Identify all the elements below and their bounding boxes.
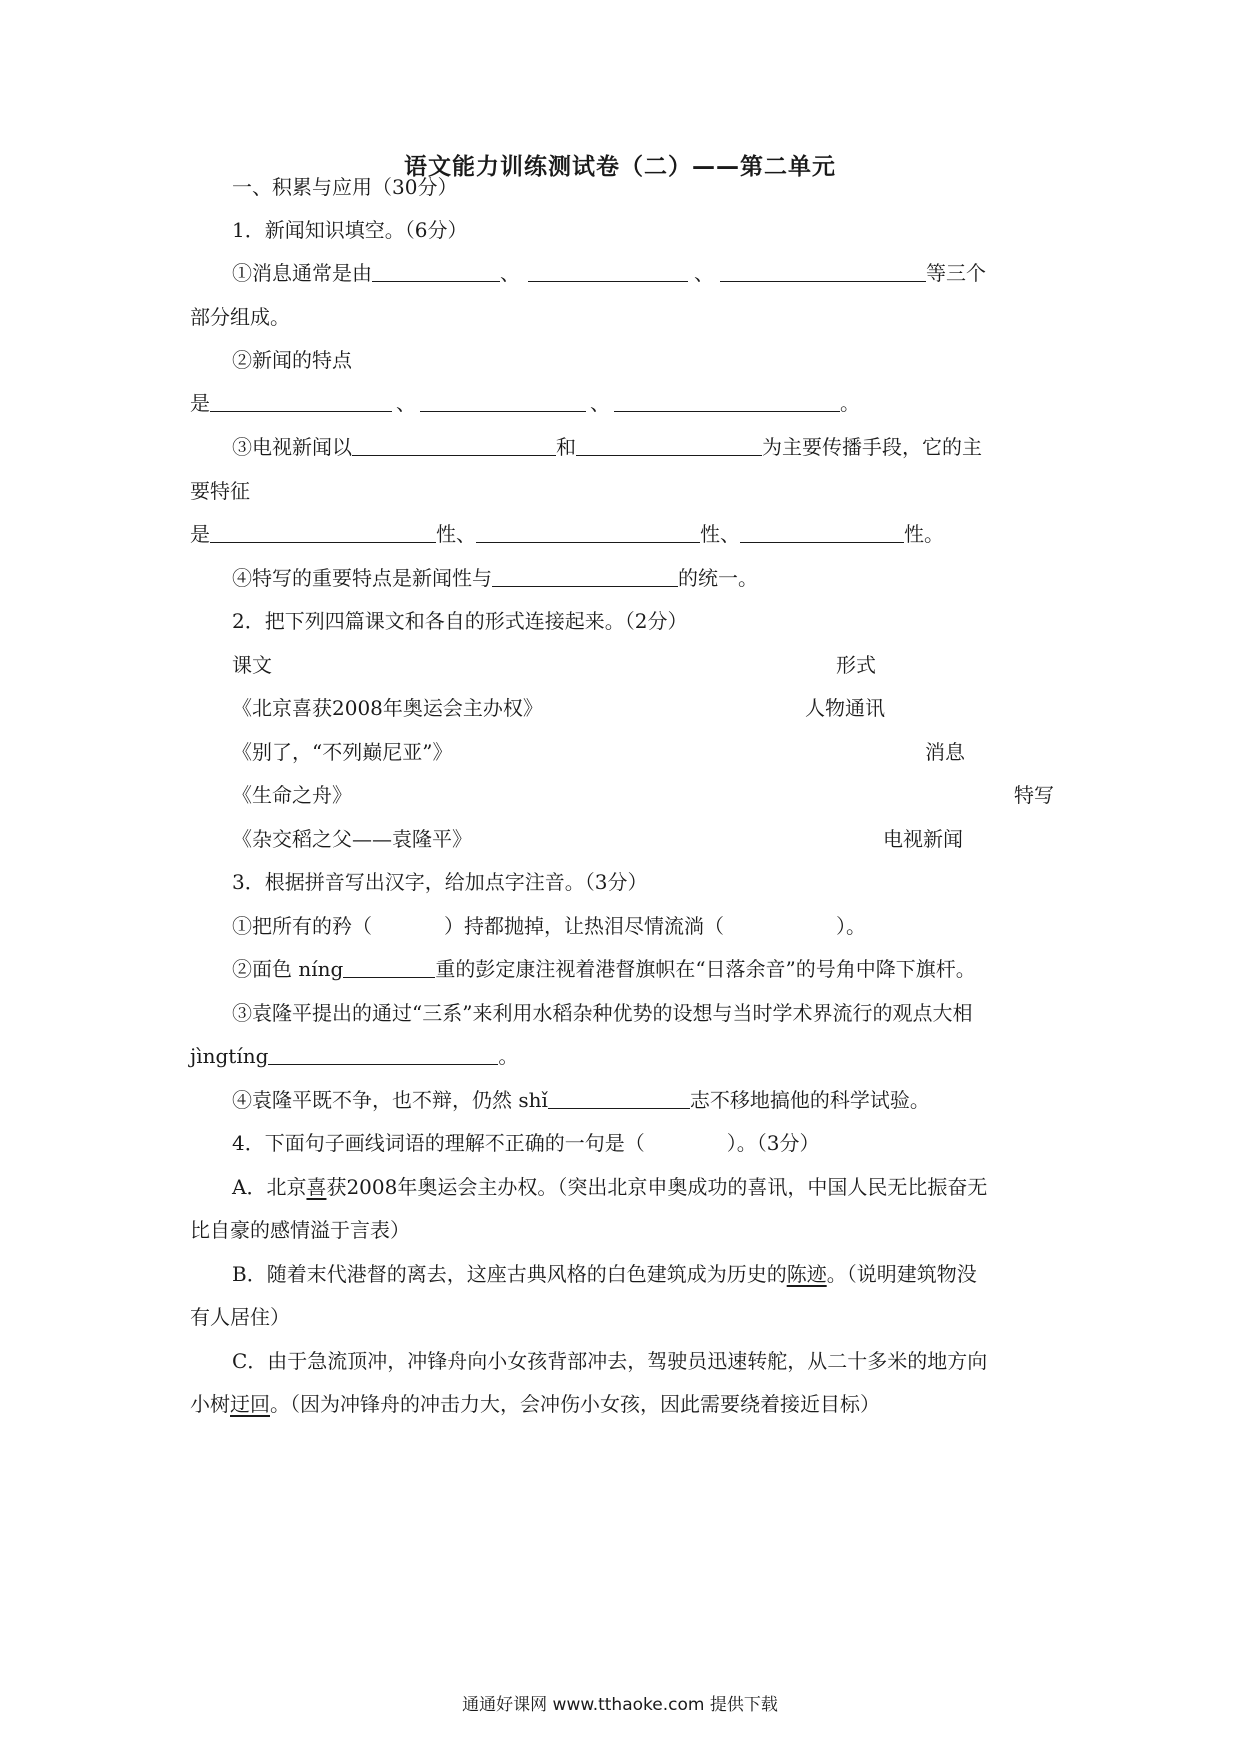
option-a-cont: 比自豪的感情溢于言表）: [190, 1218, 410, 1242]
column-header-forms: 形式: [836, 653, 876, 677]
question-1b-line: 是 、 、 。: [190, 391, 860, 415]
page-title: 语文能力训练测试卷（二）——第二单元: [404, 154, 836, 180]
question-1c-cont: 要特征: [190, 479, 250, 503]
question-1b: ②新闻的特点: [232, 348, 352, 372]
answer-blank[interactable]: [372, 259, 500, 282]
lesson-title: 《生命之舟》: [232, 783, 352, 807]
question-1c-line: 是 性、 性、 性。: [190, 522, 944, 546]
question-1a-cont: 部分组成。: [190, 305, 290, 329]
option-c-cont: 小树迂回。（因为冲锋舟的冲击力大，会冲伤小女孩，因此需要绕着接近目标）: [190, 1392, 880, 1416]
answer-blank[interactable]: [420, 389, 586, 412]
question-1c: ③电视新闻以 和 为主要传播手段，它的主: [232, 435, 982, 459]
answer-blank[interactable]: [614, 389, 840, 412]
answer-blank[interactable]: [343, 955, 435, 978]
question-3a: ①把所有的矜（ ）持都抛掉，让热泪尽情流淌（ ）。: [232, 914, 866, 938]
question-4-heading: 4．下面句子画线词语的理解不正确的一句是（ ）。（3分）: [232, 1131, 820, 1155]
lesson-title: 《北京喜获2008年奥运会主办权》: [232, 696, 543, 720]
page-footer: 通通好课网 www.tthaoke.com 提供下载: [462, 1695, 778, 1715]
answer-blank[interactable]: [268, 1042, 498, 1065]
answer-blank[interactable]: [528, 259, 688, 282]
form-label: 消息: [925, 740, 965, 764]
question-3c-line: jìngtíng 。: [190, 1044, 519, 1068]
form-label: 特写: [1014, 783, 1054, 807]
answer-blank[interactable]: [210, 389, 392, 412]
question-1a: ①消息通常是由 、 、 等三个: [232, 261, 986, 285]
answer-blank[interactable]: [210, 520, 436, 543]
question-3b: ②面色 níng 重的彭定康注视着港督旗帜在“日落余音”的号角中降下旗杆。: [232, 957, 976, 981]
question-1-heading: 1．新闻知识填空。（6分）: [232, 218, 468, 242]
question-2-heading: 2．把下列四篇课文和各自的形式连接起来。（2分）: [232, 609, 688, 633]
question-3c: ③袁隆平提出的通过“三系”来利用水稻杂种优势的设想与当时学术界流行的观点大相: [232, 1001, 973, 1025]
column-header-texts: 课文: [232, 653, 272, 677]
lesson-title: 《别了，“不列巅尼亚”》: [232, 740, 453, 764]
question-3d: ④袁隆平既不争，也不辩，仍然 shǐ 志不移地搞他的科学试验。: [232, 1088, 930, 1112]
lesson-title: 《杂交稻之父——袁隆平》: [232, 827, 472, 851]
option-c: C．由于急流顶冲，冲锋舟向小女孩背部冲去，驾驶员迅速转舵，从二十多米的地方向: [232, 1349, 988, 1373]
answer-blank[interactable]: [548, 1086, 690, 1109]
option-b-cont: 有人居住）: [190, 1305, 290, 1329]
section-heading: 一、积累与应用（30分）: [232, 175, 458, 199]
form-label: 电视新闻: [883, 827, 963, 851]
answer-blank[interactable]: [720, 259, 926, 282]
option-b: B．随着末代港督的离去，这座古典风格的白色建筑成为历史的陈迹。（说明建筑物没: [232, 1262, 977, 1286]
option-a: A．北京喜获2008年奥运会主办权。（突出北京申奥成功的喜讯，中国人民无比振奋无: [232, 1175, 988, 1199]
form-label: 人物通讯: [805, 696, 885, 720]
answer-blank[interactable]: [476, 520, 700, 543]
answer-blank[interactable]: [740, 520, 904, 543]
question-1d: ④特写的重要特点是新闻性与 的统一。: [232, 566, 758, 590]
question-3-heading: 3．根据拼音写出汉字，给加点字注音。（3分）: [232, 870, 648, 894]
answer-blank[interactable]: [576, 433, 762, 456]
answer-blank[interactable]: [352, 433, 556, 456]
answer-blank[interactable]: [492, 564, 678, 587]
